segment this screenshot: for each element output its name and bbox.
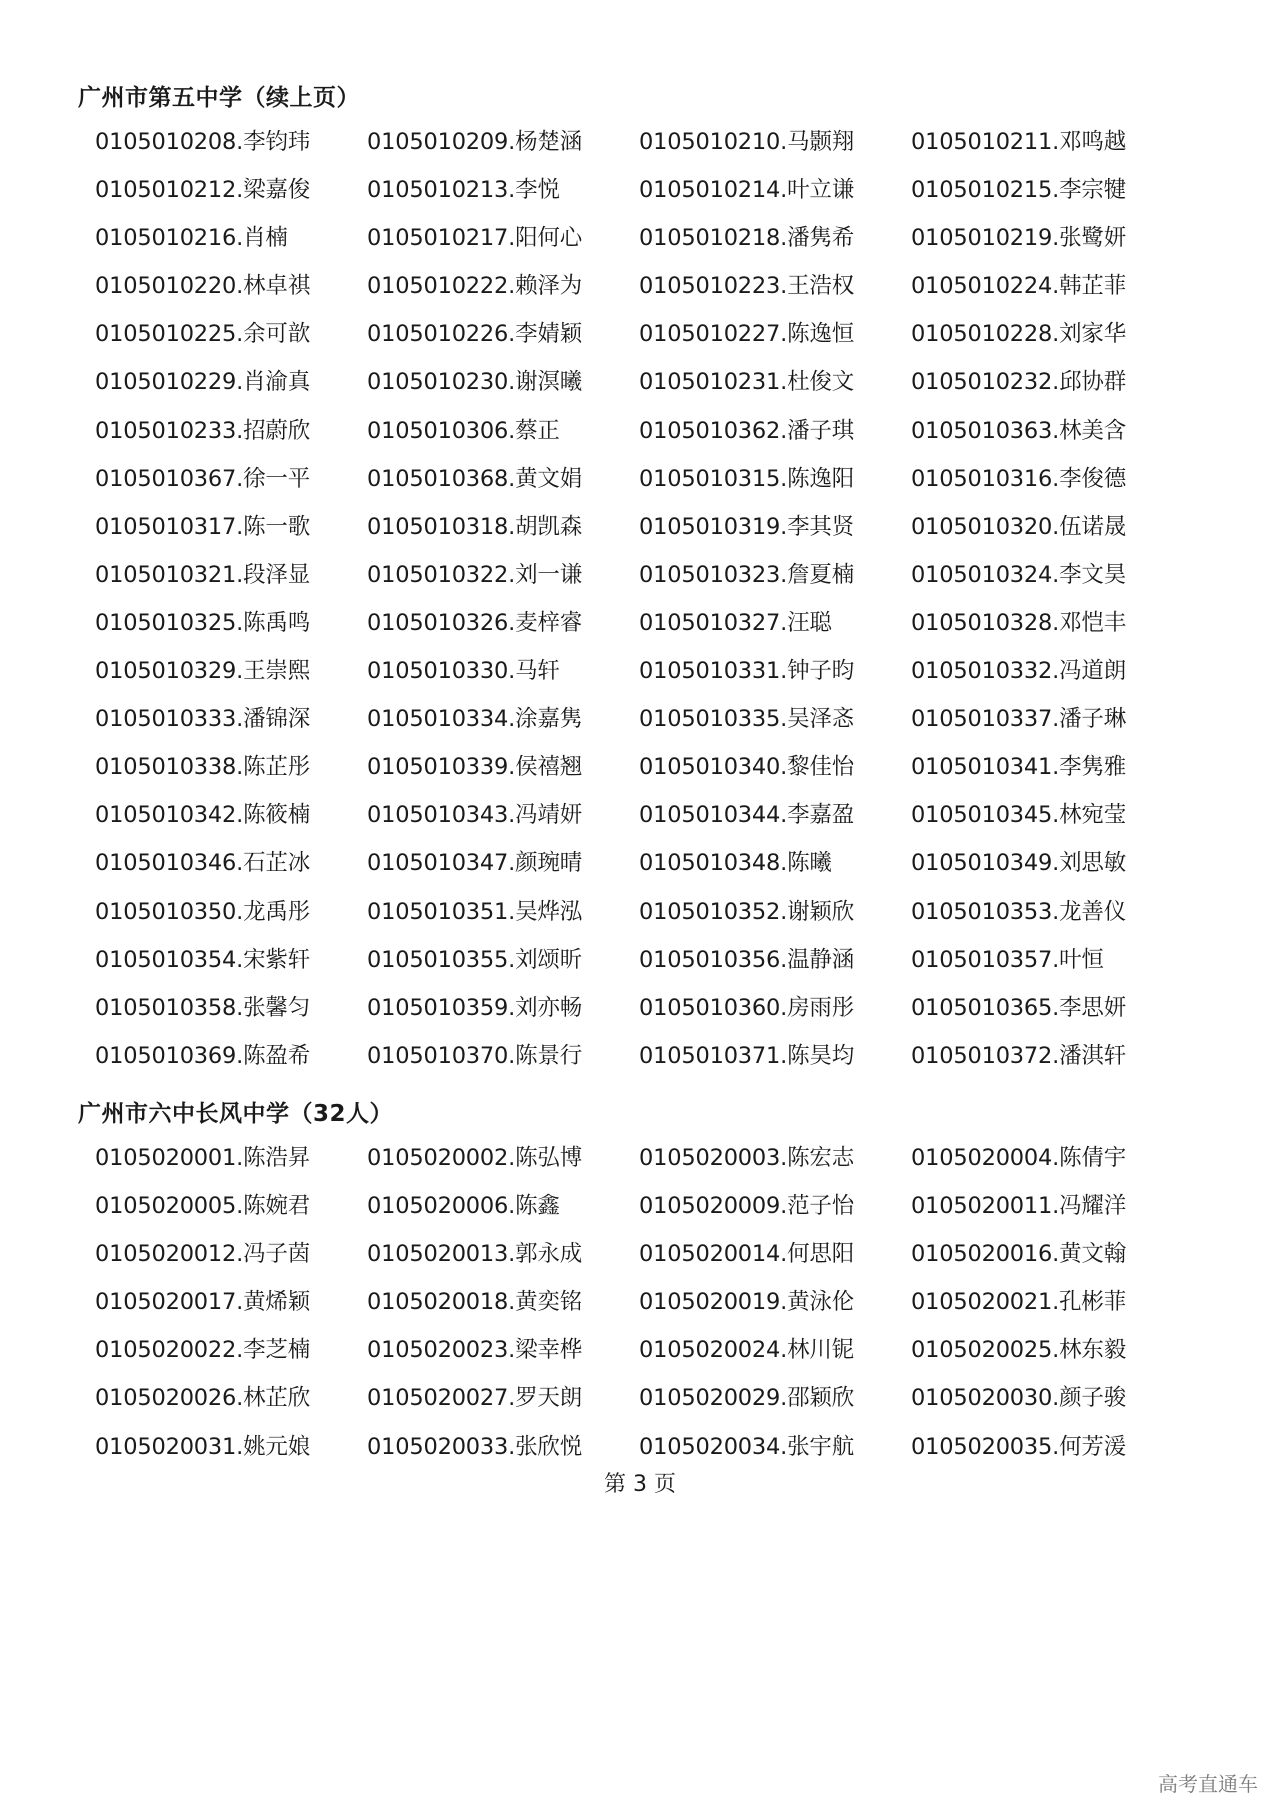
- student-entry: 0105010216.肖楠: [95, 225, 288, 252]
- student-entry: 0105010365.李思妍: [911, 994, 1127, 1021]
- student-entry: 0105020019.黄泳伦: [639, 1289, 855, 1316]
- student-entry: 0105010343.冯靖妍: [367, 802, 583, 829]
- student-entry: 0105010368.黄文娟: [367, 465, 583, 492]
- student-entry: 0105010231.杜俊文: [639, 369, 855, 396]
- student-entry: 0105010354.宋紫轩: [95, 946, 311, 973]
- student-entry: 0105020006.陈鑫: [367, 1193, 560, 1220]
- student-entry: 0105020013.郭永成: [367, 1241, 583, 1268]
- student-entry: 0105010215.李宗犍: [911, 177, 1127, 204]
- student-entry: 0105010339.侯禧翘: [367, 754, 583, 781]
- student-entry: 0105010220.林卓祺: [95, 273, 311, 300]
- student-entry: 0105010230.谢溟曦: [367, 369, 583, 396]
- student-entry: 0105010228.刘家华: [911, 321, 1127, 348]
- student-entry: 0105020029.邵颖欣: [639, 1385, 855, 1412]
- student-entry: 0105010371.陈昊均: [639, 1042, 855, 1069]
- student-entry: 0105020001.陈浩昇: [95, 1145, 311, 1171]
- student-entry: 0105010335.吴泽忞: [639, 706, 855, 733]
- student-entry: 0105010327.汪聪: [639, 609, 832, 636]
- student-entry: 0105020003.陈宏志: [639, 1145, 855, 1171]
- student-entry: 0105010369.陈盈希: [95, 1042, 311, 1069]
- student-entry: 0105010329.王崇熙: [95, 658, 311, 685]
- student-entry: 0105010340.黎佳怡: [639, 754, 855, 781]
- student-entry: 0105010224.韩芷菲: [911, 273, 1127, 300]
- student-entry: 0105010322.刘一谦: [367, 561, 583, 588]
- student-entry: 0105010320.伍诺晟: [911, 513, 1127, 540]
- student-entry: 0105010353.龙善仪: [911, 898, 1127, 925]
- student-entry: 0105010210.马颢翔: [639, 129, 855, 155]
- student-entry: 0105010355.刘颂昕: [367, 946, 583, 973]
- student-list: [78, 118, 1208, 1080]
- student-entry: 0105020033.张欣悦: [367, 1433, 583, 1460]
- student-entry: 0105020031.姚元娘: [95, 1433, 311, 1460]
- student-entry: 0105010328.邓恺丰: [911, 609, 1127, 636]
- student-entry: 0105010227.陈逸恒: [639, 321, 855, 348]
- student-entry: 0105010362.潘子琪: [639, 417, 855, 444]
- section-title: 广州市第五中学（续上页）: [78, 85, 360, 111]
- student-entry: 0105010350.龙禹彤: [95, 898, 311, 925]
- student-entry: 0105020016.黄文翰: [911, 1241, 1127, 1268]
- page-number: 第 3 页: [604, 1472, 676, 1497]
- student-entry: 0105010363.林美含: [911, 417, 1127, 444]
- student-entry: 0105010326.麦梓睿: [367, 609, 583, 636]
- student-entry: 0105010323.詹夏楠: [639, 561, 855, 588]
- student-entry: 0105010334.涂嘉隽: [367, 706, 583, 733]
- school-section: [78, 78, 1208, 1080]
- student-entry: 0105020011.冯耀洋: [911, 1193, 1127, 1220]
- student-entry: 0105010338.陈芷彤: [95, 754, 311, 781]
- student-entry: 0105010316.李俊德: [911, 465, 1127, 492]
- student-entry: 0105010341.李隽雅: [911, 754, 1127, 781]
- student-entry: 0105010321.段泽显: [95, 561, 311, 588]
- student-entry: 0105020025.林东毅: [911, 1337, 1127, 1364]
- student-entry: 0105010342.陈筱楠: [95, 802, 311, 829]
- watermark-logo: 高考直通车: [1158, 1772, 1258, 1796]
- section-title: 广州市六中长风中学（32人）: [78, 1101, 394, 1127]
- student-entry: 0105010229.肖渝真: [95, 369, 311, 396]
- student-entry: 0105010315.陈逸阳: [639, 465, 855, 492]
- student-entry: 0105020035.何芳湲: [911, 1433, 1127, 1460]
- student-entry: 0105020005.陈婉君: [95, 1193, 311, 1220]
- student-entry: 0105010319.李其贤: [639, 513, 855, 540]
- student-entry: 0105010222.赖泽为: [367, 273, 583, 300]
- student-entry: 0105010367.徐一平: [95, 465, 311, 492]
- student-entry: 0105010352.谢颖欣: [639, 898, 855, 925]
- student-entry: 0105010337.潘子琳: [911, 706, 1127, 733]
- student-entry: 0105020018.黄奕铭: [367, 1289, 583, 1316]
- student-entry: 0105020022.李芝楠: [95, 1337, 311, 1364]
- student-entry: 0105010325.陈禹鸣: [95, 609, 311, 636]
- student-entry: 0105010211.邓鸣越: [911, 129, 1127, 155]
- student-entry: 0105020030.颜子骏: [911, 1385, 1127, 1412]
- student-entry: 0105010214.叶立谦: [639, 177, 855, 204]
- student-entry: 0105010209.杨楚涵: [367, 129, 583, 155]
- student-entry: 0105020012.冯子茵: [95, 1241, 311, 1268]
- student-entry: 0105010223.王浩权: [639, 273, 855, 300]
- student-entry: 0105010212.梁嘉俊: [95, 177, 311, 204]
- student-entry: 0105010344.李嘉盈: [639, 802, 855, 829]
- student-entry: 0105020034.张宇航: [639, 1433, 855, 1460]
- student-entry: 0105010233.招蔚欣: [95, 417, 311, 444]
- student-entry: 0105010360.房雨彤: [639, 994, 855, 1021]
- student-entry: 0105010324.李文昊: [911, 561, 1127, 588]
- student-entry: 0105010330.马轩: [367, 658, 560, 685]
- student-entry: 0105020023.梁幸桦: [367, 1337, 583, 1364]
- student-entry: 0105010217.阳何心: [367, 225, 583, 252]
- student-entry: 0105010208.李钧玮: [95, 129, 311, 155]
- student-entry: 0105020027.罗天朗: [367, 1385, 583, 1412]
- student-entry: 0105010372.潘淇轩: [911, 1042, 1127, 1069]
- student-entry: 0105010333.潘锦深: [95, 706, 311, 733]
- student-entry: 0105020026.林芷欣: [95, 1385, 311, 1412]
- student-entry: 0105010345.林宛莹: [911, 802, 1127, 829]
- student-entry: 0105010356.温静涵: [639, 946, 855, 973]
- student-entry: 0105010351.吴烨泓: [367, 898, 583, 925]
- student-entry: 0105020004.陈倩宇: [911, 1145, 1127, 1171]
- student-entry: 0105020024.林川铌: [639, 1337, 855, 1364]
- student-entry: 0105010317.陈一歌: [95, 513, 311, 540]
- student-entry: 0105010349.刘思敏: [911, 850, 1127, 877]
- student-entry: 0105010370.陈景行: [367, 1042, 583, 1069]
- student-entry: 0105020002.陈弘博: [367, 1145, 583, 1171]
- student-entry: 0105010358.张馨匀: [95, 994, 311, 1021]
- student-entry: 0105020021.孔彬菲: [911, 1289, 1127, 1316]
- student-entry: 0105010359.刘亦畅: [367, 994, 583, 1021]
- student-entry: 0105010226.李婧颖: [367, 321, 583, 348]
- student-entry: 0105020014.何思阳: [639, 1241, 855, 1268]
- student-entry: 0105010318.胡凯森: [367, 513, 583, 540]
- student-entry: 0105010357.叶恒: [911, 946, 1104, 973]
- student-entry: 0105010219.张鹭妍: [911, 225, 1127, 252]
- student-entry: 0105010332.冯道朗: [911, 658, 1127, 685]
- student-entry: 0105010348.陈曦: [639, 850, 832, 877]
- student-entry: 0105010331.钟子昀: [639, 658, 855, 685]
- student-entry: 0105010232.邱协群: [911, 369, 1127, 396]
- student-entry: 0105010225.余可歆: [95, 321, 311, 348]
- school-section: [78, 1094, 1208, 1471]
- student-entry: 0105010218.潘隽希: [639, 225, 855, 252]
- student-entry: 0105010347.颜琬晴: [367, 850, 583, 877]
- student-entry: 0105020017.黄烯颖: [95, 1289, 311, 1316]
- student-list: [78, 1134, 1208, 1471]
- student-entry: 0105010346.石芷冰: [95, 850, 311, 877]
- student-entry: 0105010213.李悦: [367, 177, 560, 204]
- student-entry: 0105010306.蔡正: [367, 417, 560, 444]
- student-entry: 0105020009.范子怡: [639, 1193, 855, 1220]
